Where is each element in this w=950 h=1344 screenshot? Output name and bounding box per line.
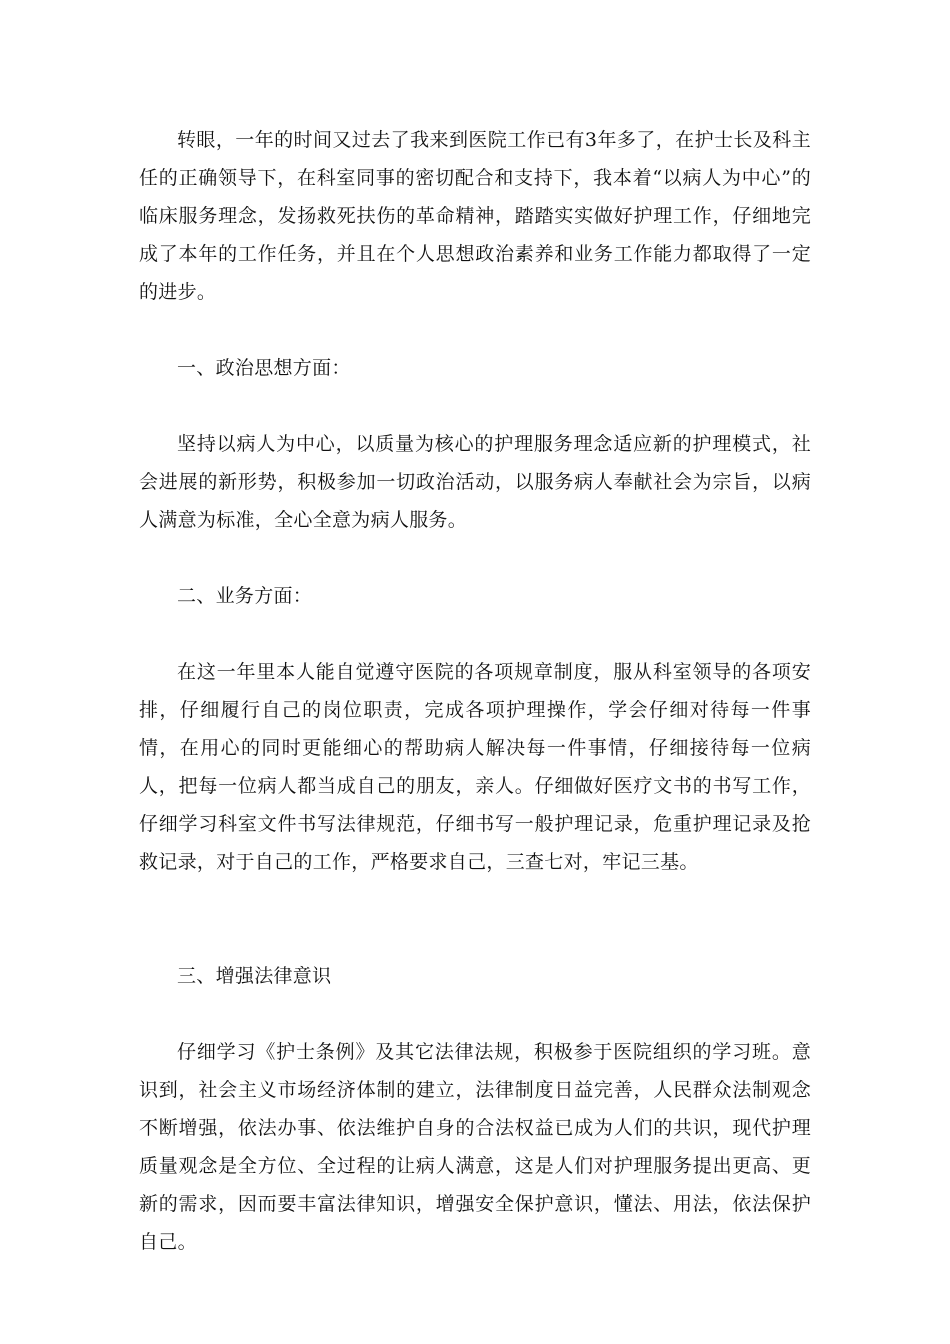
intro-paragraph: 转眼，一年的时间又过去了我来到医院工作已有3年多了，在护士长及科主任的正确领导下，在科室同事的密切配合和支持下，我本着“以病人为中心”的临床服务理念，发扬救死扶伤的革命精神，踏踏实实做好护理工作，仔细地完成了本年的工作任务，并且在个人思想政治素养和业务工作能力都取得了一定的进步。 <box>139 129 811 303</box>
paragraph-spacer <box>139 311 811 349</box>
document-body <box>139 121 811 1261</box>
paragraph-spacer <box>139 881 811 957</box>
paragraph-spacer <box>139 615 811 653</box>
paragraph-spacer <box>139 387 811 425</box>
section-heading-legal: 三、增强法律意识 <box>177 965 332 987</box>
section-heading-political: 一、政治思想方面： <box>177 357 351 379</box>
section-body-business: 在这一年里本人能自觉遵守医院的各项规章制度，服从科室领导的各项安排，仔细履行自己的岗位职责，完成各项护理操作，学会仔细对待每一件事情，在用心的同时更能细心的帮助病人解决每一件事情，仔细接待每一位病人，把每一位病人都当成自己的朋友，亲人。仔细做好医疗文书的书写工作，仔细学习科室文件书写法律规范，仔细书写一般护理记录，危重护理记录及抢救记录，对于自己的工作，严格要求自己，三查七对，牢记三基。 <box>139 661 811 873</box>
paragraph-spacer <box>139 539 811 577</box>
paragraph-spacer <box>139 995 811 1033</box>
section-body-legal: 仔细学习《护士条例》及其它法律法规，积极参于医院组织的学习班。意识到，社会主义市场经济体制的建立，法律制度日益完善，人民群众法制观念不断增强，依法办事、依法维护自身的合法权益已成为人们的共识，现代护理质量观念是全方位、全过程的让病人满意，这是人们对护理服务提出更高、更新的需求，因而要丰富法律知识，增强安全保护意识，懂法、用法，依法保护自己。 <box>139 1041 811 1253</box>
section-body-political: 坚持以病人为中心，以质量为核心的护理服务理念适应新的护理模式，社会进展的新形势，积极参加一切政治活动，以服务病人奉献社会为宗旨，以病人满意为标准，全心全意为病人服务。 <box>139 433 811 531</box>
section-heading-business: 二、业务方面： <box>177 585 313 607</box>
